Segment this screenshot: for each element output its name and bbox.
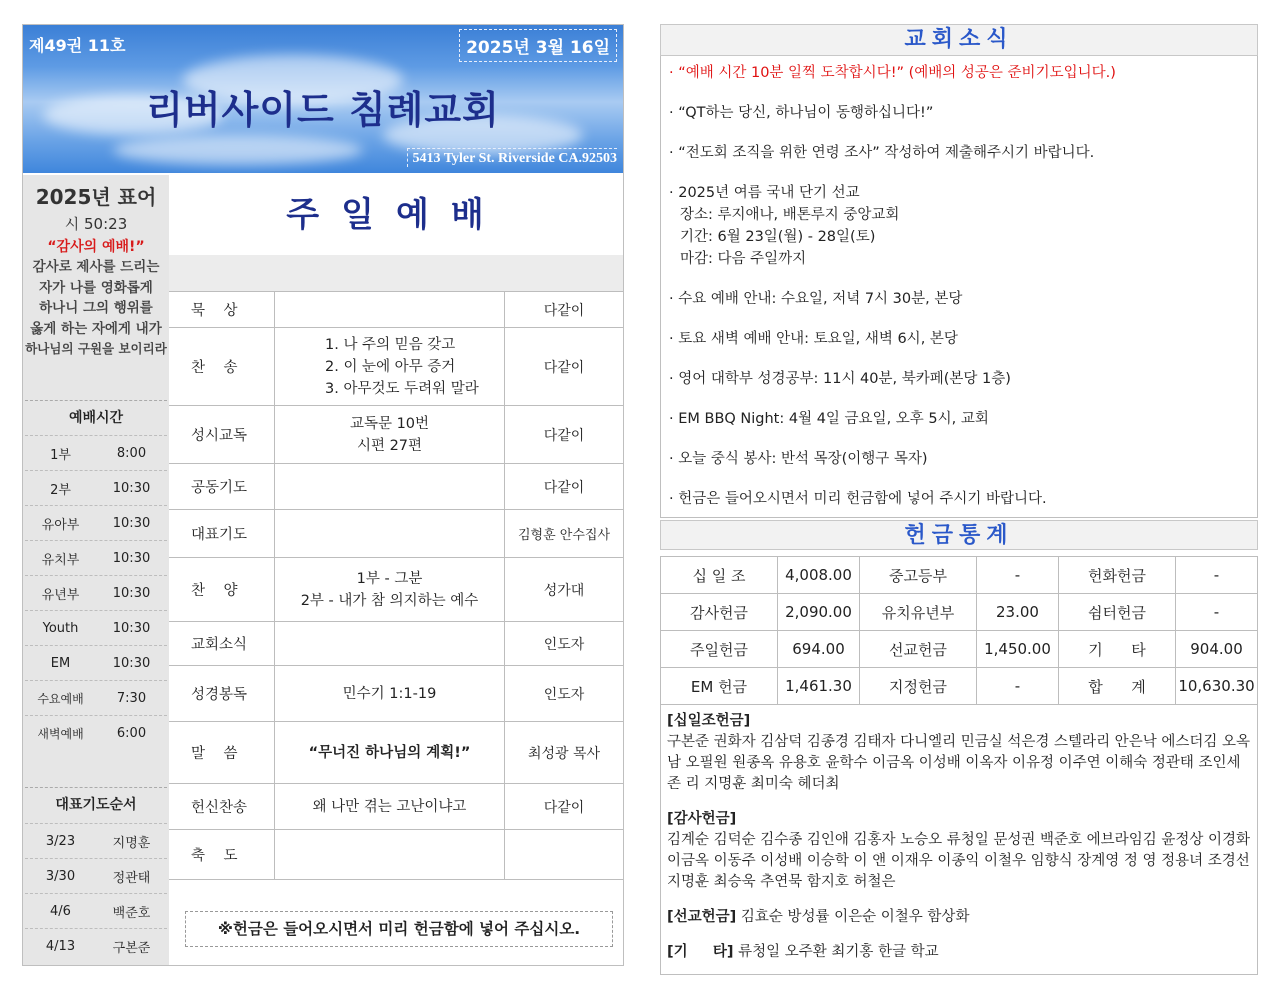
service-time: 10:30 xyxy=(112,585,151,601)
order-label: 말 씀 xyxy=(169,722,275,783)
offering-value: 1,450.00 xyxy=(977,631,1059,668)
news-item: · 토요 새벽 예배 안내: 토요일, 새벽 6시, 본당 xyxy=(669,331,958,347)
order-label: 축 도 xyxy=(169,830,275,879)
order-row xyxy=(169,830,623,880)
news-list xyxy=(660,56,1258,518)
prayer-date: 4/13 xyxy=(45,938,76,954)
order-person: 김형훈 안수집사 xyxy=(517,528,611,543)
offering-value: - xyxy=(977,668,1059,705)
order-person: 인도자 xyxy=(543,636,585,653)
service-name: 1부 xyxy=(50,447,71,463)
church-name: 리버사이드 침례교회 xyxy=(146,88,500,132)
church-address: 5413 Tyler St. Riverside CA.92503 xyxy=(407,148,617,167)
news-item: · 영어 대학부 성경공부: 11시 40분, 북카페(본당 1층) xyxy=(669,371,1011,387)
order-person: 성가대 xyxy=(543,582,585,599)
prayer-row xyxy=(25,928,167,963)
offering-key: 중고등부 xyxy=(860,557,977,594)
prayer-date: 3/23 xyxy=(45,833,76,849)
giver-group xyxy=(667,907,1251,928)
motto-body xyxy=(25,257,167,360)
offering-row xyxy=(661,557,1258,594)
bulletin-back-page xyxy=(660,24,1258,986)
service-time: 10:30 xyxy=(112,655,151,671)
order-row xyxy=(169,784,623,830)
reading-line: 시편 27편 xyxy=(356,437,423,454)
worship-order-table xyxy=(169,291,623,880)
service-name: 2부 xyxy=(50,482,71,498)
offering-value: 1,461.30 xyxy=(778,668,860,705)
service-time-row xyxy=(25,435,167,470)
praise-line: 1부 - 그분 xyxy=(356,570,423,587)
motto-verse: 시 50:23 xyxy=(64,215,128,233)
order-content xyxy=(275,328,505,405)
volume-number: 제49권 11호 xyxy=(29,36,126,55)
offering-key: 지정헌금 xyxy=(860,668,977,705)
yearly-motto xyxy=(25,181,167,360)
service-time: 10:30 xyxy=(112,620,151,636)
offering-key: 감사헌금 xyxy=(661,594,778,631)
order-label: 성경봉독 xyxy=(169,666,275,721)
offering-notice: ※헌금은 들어오시면서 미리 헌금함에 넣어 주십시오. xyxy=(185,911,613,947)
order-content xyxy=(275,406,505,463)
reading-line: 교독문 10번 xyxy=(349,415,430,432)
praise-line: 2부 - 내가 참 의지하는 예수 xyxy=(300,592,479,609)
offering-row xyxy=(661,631,1258,668)
service-time-row xyxy=(25,575,167,610)
service-time: 10:30 xyxy=(112,515,151,531)
order-person: 인도자 xyxy=(543,686,585,703)
service-time-row xyxy=(25,470,167,505)
sermon-title: “무너진 하나님의 계획!” xyxy=(308,744,471,761)
order-person: 다같이 xyxy=(543,479,585,496)
news-line: 기간: 6월 23일(월) - 28일(토) xyxy=(680,229,876,245)
news-item: · “QT하는 당신, 하나님이 동행하십니다!” xyxy=(669,105,934,121)
prayer-name: 정관태 xyxy=(112,870,151,886)
offering-value: 694.00 xyxy=(778,631,860,668)
order-person: 최성광 목사 xyxy=(527,745,601,762)
order-person: 다같이 xyxy=(543,359,585,376)
prayer-name: 백준호 xyxy=(112,905,151,921)
offering-key: 쉼터헌금 xyxy=(1059,594,1176,631)
order-row xyxy=(169,558,623,622)
service-name: Youth xyxy=(42,620,79,636)
hymn-line: 2. 이 눈에 아무 증거 xyxy=(325,358,456,375)
order-content xyxy=(275,830,505,879)
order-content xyxy=(275,666,505,721)
service-name: 유아부 xyxy=(41,517,80,533)
news-item: · “예배 시간 10분 일찍 도착합시다!” (예배의 성공은 준비기도입니다.) xyxy=(669,65,1116,81)
prayer-date: 3/30 xyxy=(45,868,76,884)
service-name: 유년부 xyxy=(41,587,80,603)
news-item xyxy=(669,182,1249,270)
title-divider xyxy=(169,255,623,291)
order-content xyxy=(275,784,505,829)
worship-order-section xyxy=(169,175,623,965)
motto-line: 감사로 제사를 드리는 xyxy=(32,259,160,275)
motto-line: 하나님의 구원을 보이리라 xyxy=(25,341,167,356)
order-row xyxy=(169,622,623,666)
order-content xyxy=(275,722,505,783)
offering-value: 10,630.30 xyxy=(1176,668,1258,705)
service-name: 유치부 xyxy=(41,552,80,568)
offering-key: 유치유년부 xyxy=(860,594,977,631)
order-content xyxy=(275,292,505,327)
service-name: 새벽예배 xyxy=(37,726,84,741)
cloud-decoration xyxy=(113,135,363,165)
giver-group xyxy=(667,809,1251,893)
motto-line: 옳게 하는 자에게 내가 xyxy=(30,320,162,337)
giver-group xyxy=(667,942,1251,963)
prayer-name: 구본준 xyxy=(112,940,151,956)
order-content xyxy=(275,622,505,665)
giver-heading: [기 타] xyxy=(667,944,734,960)
giver-names: 류청일 오주환 최기홍 한글 학교 xyxy=(738,944,939,960)
service-time-row xyxy=(25,505,167,540)
service-times-title: 예배시간 xyxy=(68,410,124,426)
offering-row xyxy=(661,668,1258,705)
service-time-row xyxy=(25,610,167,645)
order-content xyxy=(275,510,505,557)
order-label: 성시교독 xyxy=(169,406,275,463)
service-time-row xyxy=(25,680,167,715)
news-item: · “전도회 조직을 위한 연령 조사” 작성하여 제출해주시기 바랍니다. xyxy=(669,145,1095,161)
prayer-schedule xyxy=(25,787,167,963)
order-person: 다같이 xyxy=(543,427,585,444)
giver-names: 김계순 김덕순 김수종 김인애 김홍자 노승오 류청일 문성권 백준호 에브라임김 윤정상 이경화 이금옥 이동주 이성배 이승학 이 앤 이재우 이종익 이철우 임향식 장계영 정 영 정용녀 조경선 지명훈 최승욱 추연묵 함지호 허철은 xyxy=(667,832,1250,890)
giver-names: 김효순 방성률 이은순 이철우 함상화 xyxy=(740,909,970,925)
offering-key: 헌화헌금 xyxy=(1059,557,1176,594)
order-row xyxy=(169,406,623,464)
motto-title: 2025년 표어 xyxy=(35,185,157,209)
bulletin-front-page xyxy=(22,24,624,966)
prayer-row xyxy=(25,858,167,893)
offering-value: 23.00 xyxy=(977,594,1059,631)
order-row xyxy=(169,666,623,722)
motto-quote: “감사의 예배!” xyxy=(47,239,145,255)
offering-value: - xyxy=(977,557,1059,594)
offering-key: 주일헌금 xyxy=(661,631,778,668)
offering-value: - xyxy=(1176,594,1258,631)
news-item: · 헌금은 들어오시면서 미리 헌금함에 넣어 주시기 바랍니다. xyxy=(669,491,1047,507)
service-time: 7:30 xyxy=(116,690,147,706)
prayer-row xyxy=(25,823,167,858)
order-row xyxy=(169,510,623,558)
news-item: · EM BBQ Night: 4월 4일 금요일, 오후 5시, 교회 xyxy=(669,411,989,427)
news-title: 교회소식 xyxy=(660,24,1258,56)
offering-value: 2,090.00 xyxy=(778,594,860,631)
service-time-row xyxy=(25,715,167,750)
order-person: 다같이 xyxy=(543,799,585,816)
service-time: 8:00 xyxy=(116,445,147,461)
order-row xyxy=(169,722,623,784)
left-sidebar xyxy=(23,175,169,965)
giver-names: 구본준 권화자 김삼덕 김종경 김태자 다니엘리 민금실 석은경 스텔라리 안은낙 에스더김 오옥남 오필원 원종옥 유용호 윤학수 이금옥 이성배 이옥자 이유정 이주연 이해숙 정관태 조인세 존 리 지명훈 최미숙 헤더최 xyxy=(667,734,1250,792)
order-label: 찬 송 xyxy=(169,328,275,405)
worship-title: 주일예배 xyxy=(286,195,506,235)
offering-row xyxy=(661,594,1258,631)
bulletin-date: 2025년 3월 16일 xyxy=(459,29,617,62)
offering-value: 904.00 xyxy=(1176,631,1258,668)
giver-list xyxy=(660,705,1258,975)
order-person: 다같이 xyxy=(543,302,585,319)
offering-table xyxy=(660,556,1258,705)
order-content xyxy=(275,464,505,509)
bulletin-header xyxy=(23,25,623,173)
service-time-row xyxy=(25,645,167,680)
service-name: 수요예배 xyxy=(37,691,84,706)
giver-group xyxy=(667,711,1251,795)
offering-title: 헌금통계 xyxy=(660,520,1258,550)
hymn-line: 1. 나 주의 믿음 갖고 xyxy=(325,336,456,353)
order-label: 교회소식 xyxy=(169,622,275,665)
prayer-name: 지명훈 xyxy=(112,835,151,851)
news-line: 마감: 다음 주일까지 xyxy=(680,251,807,267)
order-label: 대표기도 xyxy=(169,510,275,557)
news-line: · 2025년 여름 국내 단기 선교 xyxy=(669,185,860,201)
service-time: 6:00 xyxy=(116,725,147,741)
service-time: 10:30 xyxy=(112,550,151,566)
news-item: · 수요 예배 안내: 수요일, 저녁 7시 30분, 본당 xyxy=(669,291,963,307)
order-label: 헌신찬송 xyxy=(169,784,275,829)
offering-key: 합 계 xyxy=(1059,668,1176,705)
service-time-row xyxy=(25,540,167,575)
giver-heading: [십일조헌금] xyxy=(667,713,751,729)
service-time: 10:30 xyxy=(112,480,151,496)
offering-key: 기 타 xyxy=(1059,631,1176,668)
motto-line: 자가 나를 영화롭게 xyxy=(39,279,153,296)
news-line: 장소: 루지애나, 배톤루지 중앙교회 xyxy=(680,207,900,223)
scripture-line: 민수기 1:1-19 xyxy=(342,685,437,702)
hymn-line: 3. 아무것도 두려워 말라 xyxy=(325,380,479,397)
order-content xyxy=(275,558,505,621)
offering-key: 십 일 조 xyxy=(661,557,778,594)
giver-heading: [감사헌금] xyxy=(667,811,737,827)
giver-heading: [선교헌금] xyxy=(667,909,737,925)
order-row xyxy=(169,292,623,328)
order-label: 공동기도 xyxy=(169,464,275,509)
prayer-date: 4/6 xyxy=(50,903,71,919)
service-times xyxy=(25,400,167,750)
offering-key: EM 헌금 xyxy=(661,668,778,705)
offering-value: 4,008.00 xyxy=(778,557,860,594)
hymn-line: 왜 나만 겪는 고난이냐고 xyxy=(312,798,467,815)
offering-value: - xyxy=(1176,557,1258,594)
order-row xyxy=(169,464,623,510)
order-label: 찬 양 xyxy=(169,558,275,621)
offering-key: 선교헌금 xyxy=(860,631,977,668)
motto-line: 하나니 그의 행위를 xyxy=(39,300,153,316)
order-row xyxy=(169,328,623,406)
order-label: 묵 상 xyxy=(169,292,275,327)
service-name: EM xyxy=(50,655,71,671)
prayer-schedule-title: 대표기도순서 xyxy=(55,797,137,813)
order-person xyxy=(505,830,623,879)
prayer-row xyxy=(25,893,167,928)
news-item: · 오늘 중식 봉사: 반석 목장(이행구 목자) xyxy=(669,451,928,467)
